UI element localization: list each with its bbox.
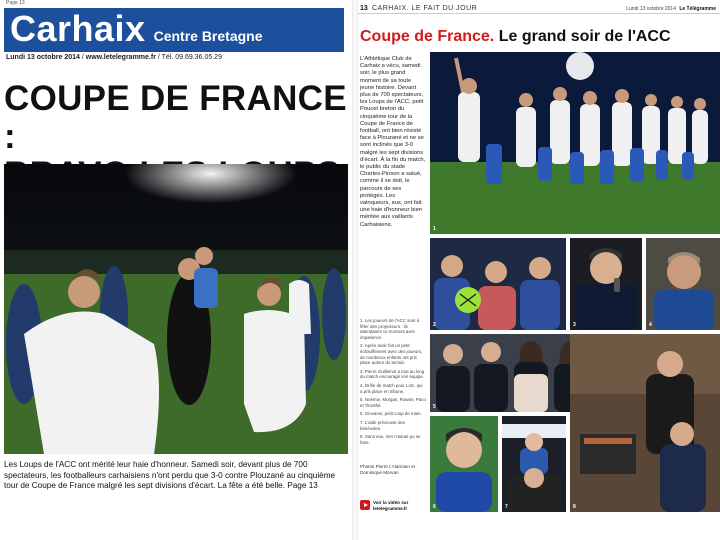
video-label[interactable]: Voir la vidéo sur letelegramme.fr — [373, 500, 409, 511]
top-page-label: Page 13 — [6, 0, 25, 6]
caption-4: 4. Drôle de match pour Loïc, qui a pris place en tribune. — [360, 382, 423, 394]
page-number: 13 — [360, 5, 368, 12]
caption-2: 2. Après avoir fait un petit échauffement avec des joueurs, de nombreux enfants ont pris place autour du terrain. — [360, 343, 423, 366]
title-red: Coupe de France. — [360, 28, 495, 45]
masthead-region: Centre Bretagne — [153, 28, 263, 44]
dateline-phone: / Tél. 09.69.36.05.29 — [157, 54, 222, 61]
right-page — [358, 0, 720, 540]
photo-child-shoulders: 7 — [502, 416, 566, 512]
right-page-header — [358, 4, 720, 14]
photo-boy-portrait: 6 — [430, 416, 498, 512]
video-link[interactable] — [360, 500, 426, 512]
headline-line-1: COUPE DE FRANCE : — [4, 79, 347, 156]
left-page — [0, 0, 352, 540]
left-caption-text: Les Loups de l'ACC ont mérité leur haie d'honneur. Samedi soir, devant plus de 700 spectateurs, les footballeurs carhaisiens n'ont perdu que 3-0 contre Plouzané au cinquième tour de Coupe de France malgré les sept divisions d'écart. La fête a été belle. — [4, 460, 336, 490]
main-photo-image — [4, 164, 348, 454]
photo-volunteers: 8 — [570, 334, 720, 512]
section-label: CARHAIX. LE FAIT DU JOUR — [372, 5, 478, 12]
dateline: Lundi 13 octobre 2014 / www.letelegramme.fr / Tél. 09.69.36.05.29 — [6, 54, 222, 61]
masthead-city: Carhaix — [10, 8, 146, 49]
photo-team-lineup: 1 — [430, 52, 720, 234]
caption-1: 1. Les joueurs de l'ACC sont à fêter des projecteurs : ils attendaient ce moment avec impatience. — [360, 318, 420, 340]
caption-5: 5. Noémie, Morgan, Rowan, Paco et Timothé. — [360, 397, 426, 408]
title-black: Le grand soir de l'ACC — [498, 28, 671, 45]
masthead — [4, 8, 344, 52]
left-caption-ref: Page 13 — [287, 481, 318, 490]
right-page-date: Lundi 13 octobre 2014 — [626, 6, 676, 12]
photo-commentator: 3 — [570, 238, 642, 330]
caption-8: 8. Sans eux, rien n'aurait pu se faire. — [360, 434, 421, 445]
photo-captions — [360, 318, 426, 448]
child-jacket — [194, 268, 218, 308]
dateline-site[interactable]: www.letelegramme.fr — [85, 54, 156, 61]
dateline-date: Lundi 13 octobre 2014 — [6, 54, 80, 61]
play-icon[interactable] — [360, 500, 370, 510]
caption-6: 6. Giovanni, petit coup de main. — [360, 411, 422, 417]
caption-7: 7. L'aide précieuse des bénévoles. — [360, 419, 406, 431]
left-caption — [4, 460, 348, 492]
intro-text: L'Athlétique Club de Carhaix a vécu, samedi soir, le plus grand moment de sa toute jeune histoire. Devant plus de 700 spectateurs, les Loups de l'ACC, petit Poucet breton du cinquième tour de la Coupe de France de football, ont bien résisté face à Plouzané et ne se sont inclinés que 3-0 malgré les sept divisions d'écart. À la fin du match, le public du stade Charles-Pinson a salué, comme il se doit, le parcours de ses protégés. Les vainqueurs, eux, ont fait une haie d'honneur bien méritée aux vaillants Carhaisiens. — [360, 56, 426, 228]
brand-name: Le Télégramme — [679, 6, 716, 12]
photo-credit: Photos Pierre L'Harmion et Dominique Morvan — [360, 464, 416, 475]
right-page-title — [360, 28, 671, 46]
photo-kids-ball: 2 — [430, 238, 566, 330]
photo-spectator: 4 — [646, 238, 720, 330]
main-photo — [4, 164, 348, 454]
photo-group-spectators: 5 — [430, 334, 642, 412]
caption-3: 3. Pierre Guillemot a tout au long du match encouragé son équipe. — [360, 368, 425, 380]
